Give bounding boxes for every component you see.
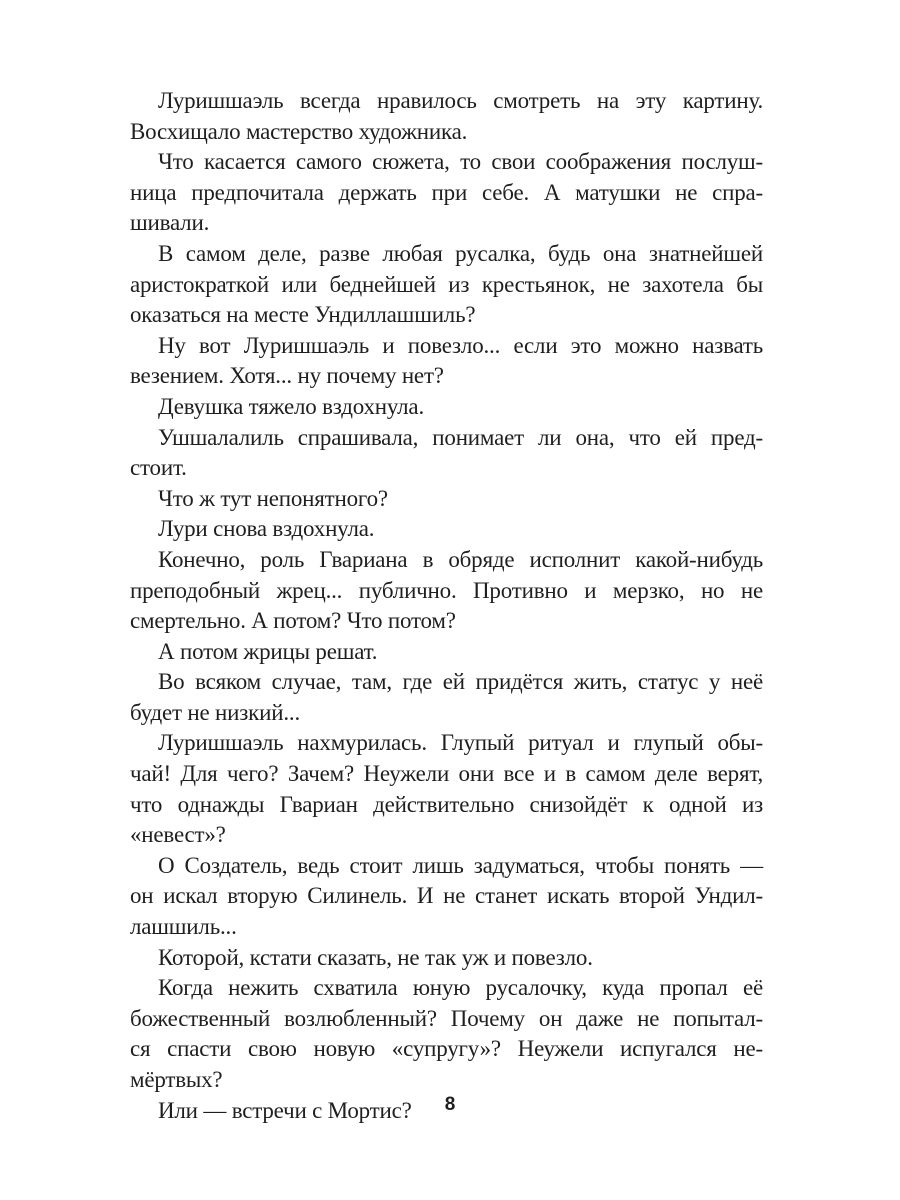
text-line: Луришшаэль всегда нравилось смотреть на эту картину. [158, 88, 763, 113]
text-line: Во всяком случае, там, где ей придётся жить, статус у неё [158, 669, 763, 695]
text-line: оказаться на месте Ундиллашшиль? [130, 302, 476, 328]
text-line: Что ж тут непонятного? [158, 485, 388, 511]
text-line: смертельно. А потом? Что потом? [130, 608, 456, 634]
text-line: А потом жрицы решат. [158, 638, 378, 664]
text-line: он искал вторую Силинель. И не станет искать второй Ундил- [130, 883, 763, 909]
text-line: Лури снова вздохнула. [158, 516, 375, 542]
text-line: божественный возлюбленный? Почему он даже не попытал- [130, 1005, 763, 1031]
text-line: Девушка тяжело вздохнула. [158, 393, 424, 419]
text-line: О Создатель, ведь стоит лишь задуматься, чтобы понять — [158, 852, 763, 878]
text-line: Или — встречи с Мортис? [158, 1097, 412, 1123]
page-number: 8 [444, 1094, 456, 1115]
text-line: лашшиль... [130, 914, 237, 940]
text-line: Которой, кстати сказать, не так уж и повезло. [158, 944, 593, 970]
text-line: будет не низкий... [130, 699, 301, 725]
text-line: мёртвых? [130, 1067, 223, 1092]
body-text [130, 86, 763, 1126]
text-line: Ушшалалиль спрашивала, понимает ли она, что ей пред- [158, 424, 763, 450]
text-line: Когда нежить схватила юную русалочку, куда пропал её [158, 975, 763, 1001]
text-line: ница предпочитала держать при себе. А матушки не спра- [130, 179, 763, 205]
text-line: ся спасти свою новую «супругу»? Неужели испугался не- [130, 1036, 763, 1062]
text-line: везением. Хотя... ну почему нет? [130, 363, 444, 389]
text-line: Восхищало мастерство художника. [130, 118, 468, 144]
text-line: В самом деле, разве любая русалка, будь она знатнейшей [158, 240, 763, 266]
text-line: Конечно, роль Гвариана в обряде исполнит какой-нибудь [158, 546, 763, 572]
text-line: Что касается самого сюжета, то свои соображения послуш- [158, 149, 763, 175]
text-line: чай! Для чего? Зачем? Неужели они все и в самом деле верят, [130, 761, 763, 787]
text-line: «невест»? [130, 822, 226, 848]
text-line: преподобный жрец... публично. Противно и мерзко, но не [130, 577, 763, 603]
text-line: аристократкой или беднейшей из крестьянок, не захотела бы [130, 271, 763, 297]
text-line: Луришшаэль нахмурилась. Глупый ритуал и глупый обы- [158, 730, 763, 756]
text-line: что однажды Гвариан действительно снизойдёт к одной из [130, 791, 763, 817]
text-line: стоит. [130, 455, 187, 481]
text-line: Ну вот Луришшаэль и повезло... если это можно назвать [158, 332, 763, 358]
text-line: шивали. [130, 210, 210, 236]
